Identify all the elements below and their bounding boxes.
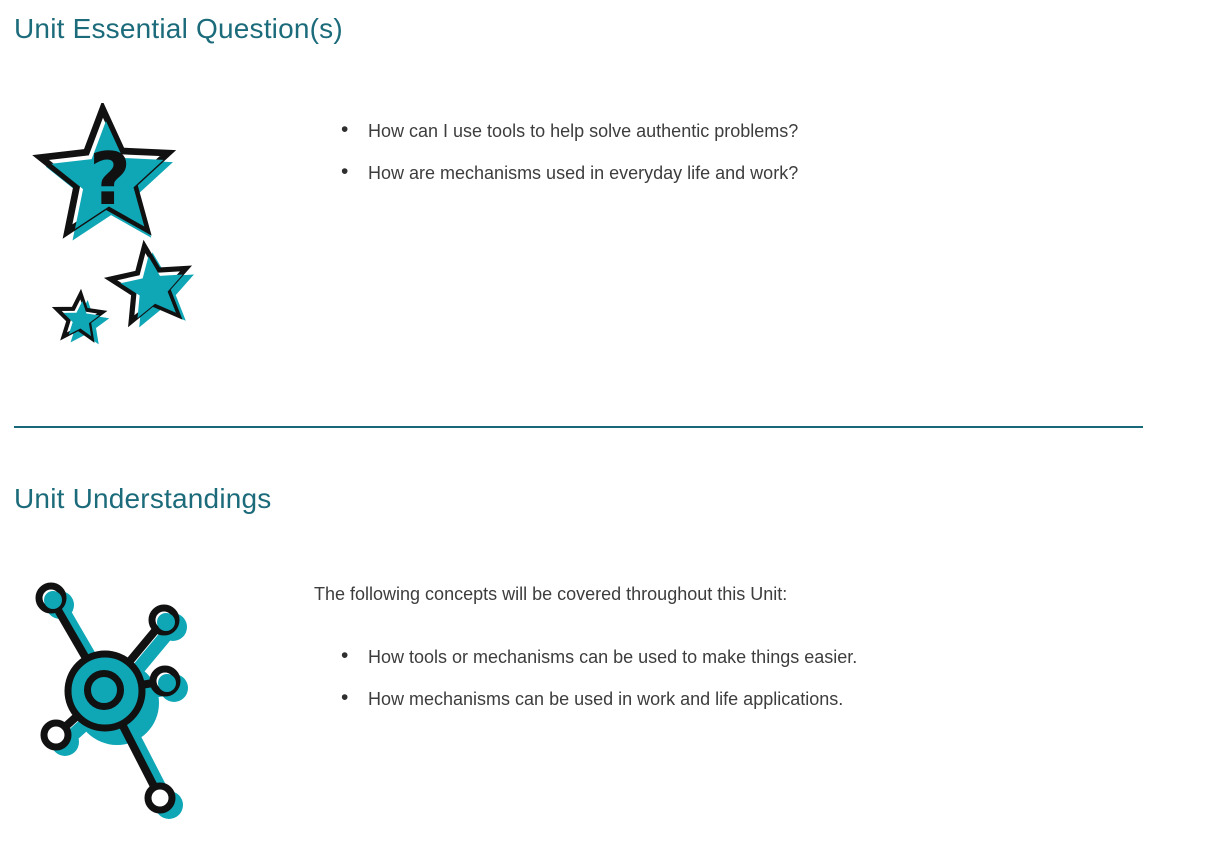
understandings-list: [314, 645, 857, 729]
section-heading-understandings: Unit Understandings: [14, 483, 272, 514]
list-item: • How tools or mechanisms can be used to make things easier.: [314, 645, 857, 669]
intro-text: The following concepts will be covered throughout this Unit:: [314, 584, 788, 604]
hub-center: [68, 654, 142, 728]
section-divider: [14, 426, 1143, 428]
small-star: [55, 292, 111, 344]
list-item: • How are mechanisms used in everyday life and work?: [314, 161, 798, 185]
mechanism-hub-icon: [28, 578, 198, 828]
list-item: • How mechanisms can be used in work and life applications.: [314, 687, 857, 711]
medium-star: [107, 241, 200, 329]
big-star: [39, 107, 176, 242]
question-mark: ?: [89, 137, 131, 221]
list-item: • How can I use tools to help solve authentic problems?: [314, 119, 798, 143]
mechanism-hub-graphic: [28, 578, 198, 828]
section-heading-essential-questions: Unit Essential Question(s): [14, 13, 343, 44]
question-stars-icon: [28, 103, 228, 353]
question-stars-graphic: [28, 103, 228, 353]
essential-questions-list: [314, 119, 798, 203]
